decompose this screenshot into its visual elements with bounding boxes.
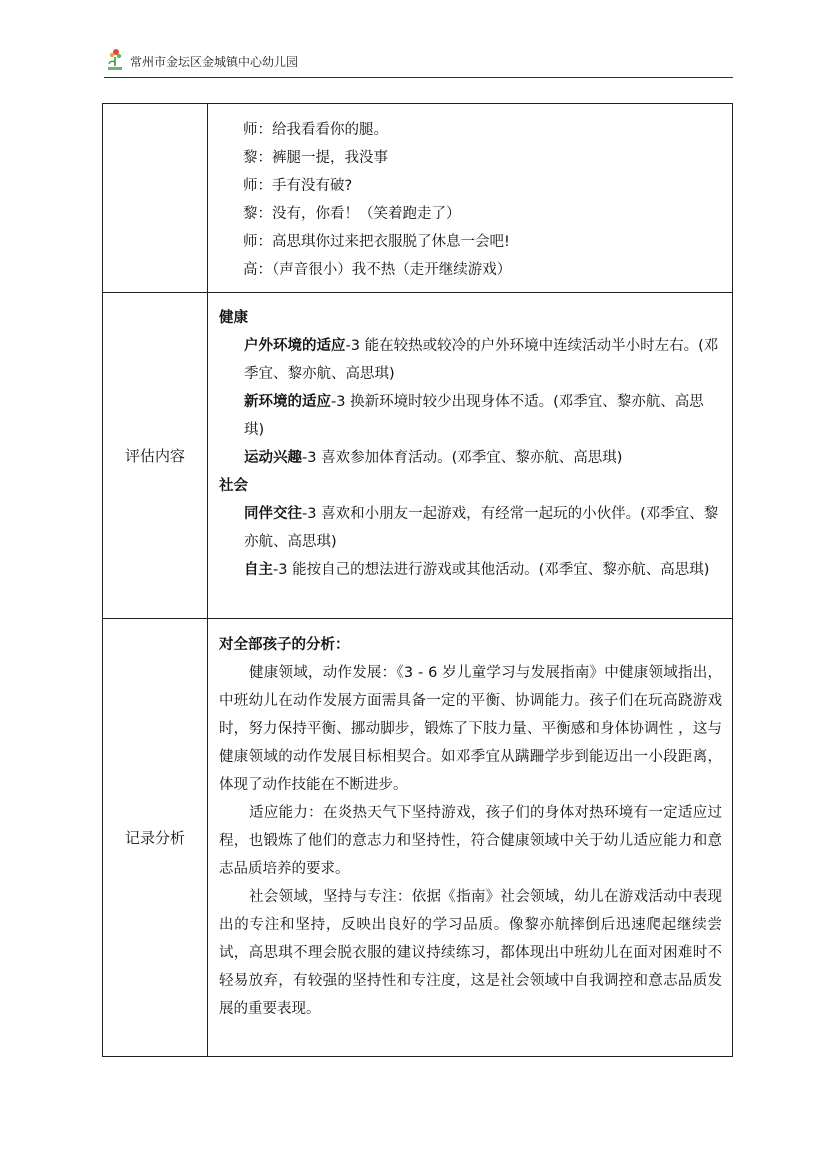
analysis-cell (208, 619, 733, 1057)
dialogue-row (103, 104, 733, 293)
dialogue-line: 黎：没有，你看！（笑着跑走了） (243, 206, 461, 222)
dialogue-line: 高：（声音很小）我不热（走开继续游戏） (243, 262, 512, 278)
analysis-paragraph: 健康领域，动作发展：《3 - 6 岁儿童学习与发展指南》中健康领域指出，中班幼儿在动作发展方面需具备一定的平衡、协调能力。孩子们在玩高跷游戏时，努力保持平衡、挪动脚步，锻炼了下肢力量、平衡感和身体协调性 ，这与健康领域的动作发展目标相契合。如邓季宜从蹒跚学步到能迈出一小段距离，体现了动作技能在不断进步。 (219, 665, 722, 793)
page-header (104, 48, 733, 78)
social-heading: 社会 (219, 478, 248, 494)
health-heading: 健康 (219, 310, 248, 326)
evaluation-label: 评估内容 (103, 293, 208, 619)
eval-item: 自主-3 能按自己的想法进行游戏或其他活动。(邓季宜、黎亦航、高思琪) (244, 562, 710, 578)
dialogue-line: 师：给我看看你的腿。 (243, 122, 388, 138)
evaluation-row (103, 293, 733, 619)
eval-item: 新环境的适应-3 换新环境时较少出现身体不适。(邓季宜、黎亦航、高思琪) (244, 394, 704, 438)
eval-item: 运动兴趣-3 喜欢参加体育活动。(邓季宜、黎亦航、高思琪) (244, 450, 623, 466)
dialogue-line: 黎：裤腿一提，我没事 (243, 150, 388, 166)
dialogue-cell (208, 104, 733, 293)
analysis-label: 记录分析 (103, 619, 208, 1057)
evaluation-cell (208, 293, 733, 619)
record-table (102, 103, 733, 1057)
analysis-row (103, 619, 733, 1057)
dialogue-label-cell (103, 104, 208, 293)
analysis-heading: 对全部孩子的分析： (219, 637, 350, 653)
eval-item: 同伴交往-3 喜欢和小朋友一起游戏，有经常一起玩的小伙伴。(邓季宜、黎亦航、高思琪) (244, 506, 719, 550)
school-name: 常州市金坛区金城镇中心幼儿园 (130, 55, 299, 69)
dialogue-line: 师：高思琪你过来把衣服脱了休息一会吧! (243, 234, 510, 250)
analysis-paragraph: 社会领域，坚持与专注：依据《指南》社会领域，幼儿在游戏活动中表现出的专注和坚持，反映出良好的学习品质。像黎亦航摔倒后迅速爬起继续尝试，高思琪不理会脱衣服的建议持续练习，都体现出中班幼儿在面对困难时不轻易放弃，有较强的坚持性和专注度，这是社会领域中自我调控和意志品质发展的重要表现。 (219, 889, 722, 1017)
kindergarten-logo-icon (106, 48, 124, 72)
analysis-paragraph: 适应能力：在炎热天气下坚持游戏，孩子们的身体对热环境有一定适应过程，也锻炼了他们的意志力和坚持性，符合健康领域中关于幼儿适应能力和意志品质培养的要求。 (219, 805, 722, 877)
dialogue-line: 师：手有没有破? (243, 178, 353, 194)
eval-item: 户外环境的适应-3 能在较热或较冷的户外环境中连续活动半小时左右。(邓季宜、黎亦航、高思琪) (244, 338, 719, 382)
